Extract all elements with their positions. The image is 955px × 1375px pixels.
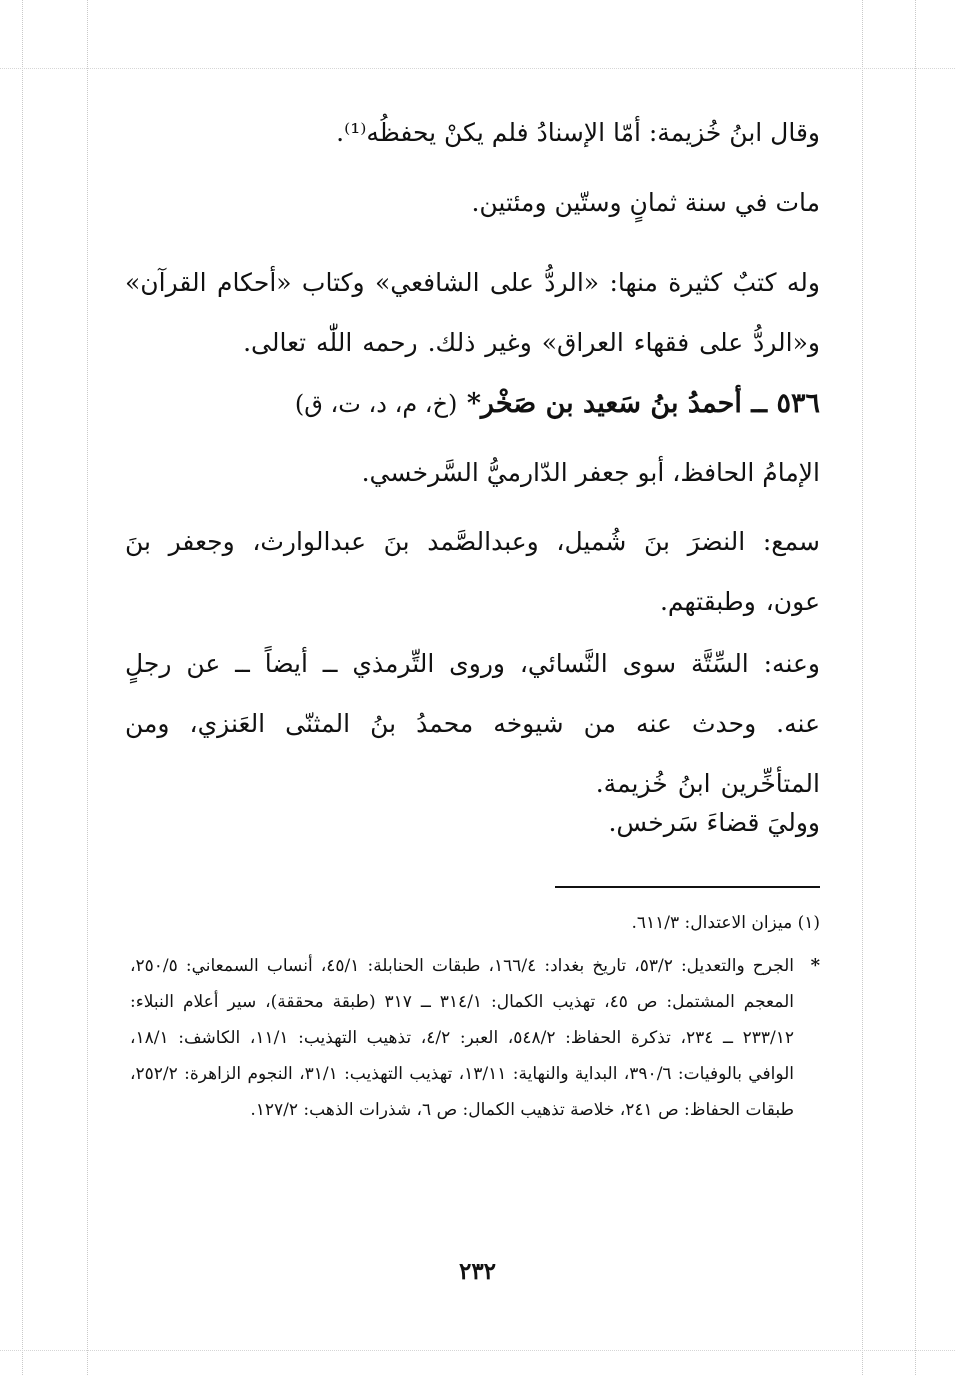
paragraph-judgeship: ووليَ قضاءَ سَرخس.	[608, 808, 820, 837]
scan-artifact-line	[22, 0, 23, 1375]
paragraph-death-year: مات في سنة ثمانٍ وستّين ومئتين.	[471, 188, 820, 217]
scan-artifact-line	[0, 68, 955, 69]
page-number: ٢٣٢	[458, 1258, 497, 1285]
paragraph-teachers: سمع: النضرَ بنَ شُميل، وعبدالصَّمد بنَ عبدالوارث، وجعفر بنَ عون، وطبقتهم.	[125, 527, 820, 616]
scan-artifact-line	[915, 0, 916, 1375]
scan-artifact-line	[862, 0, 863, 1375]
sources-footnote	[130, 948, 820, 1128]
entry-heading	[120, 388, 820, 419]
paragraph-nisba: الإمامُ الحافظ، أبو جعفر الدّارميُّ السَّرخسي.	[361, 458, 820, 487]
scan-artifact-line	[0, 1350, 955, 1351]
scan-artifact-line	[87, 0, 88, 1375]
footnote-1: (١) ميزان الاعتدال: ٦١١/٣.	[631, 913, 820, 933]
paragraph-ibn-khuzayma: وقال ابنُ خُزيمة: أمّا الإسنادُ فلم يكنْ يحفظُه⁽¹⁾.	[336, 118, 820, 147]
paragraph-students: وعنه: السِّتَّة سوى النَّسائي، وروى التِّرمذي ــ أيضاً ــ عن رجلٍ عنه. وحدث عنه من شيوخه محمدُ بنُ المثنّى العَنزي، ومن المتأخِّرين ابنُ خُزيمة.	[125, 649, 820, 798]
asterisk-marker: *	[810, 955, 820, 976]
entry-title: ٥٣٦ ــ أحمدُ بنُ سَعيد بن صَخْر*	[466, 388, 820, 419]
entry-sigla: (خ، م، د، ت، ق)	[294, 390, 458, 418]
sources-list: الجرح والتعديل: ٥٣/٢، تاريخ بغداد: ١٦٦/٤، طبقات الحنابلة: ٤٥/١، أنساب السمعاني: ٢٥٠/٥، المعجم المشتمل: ص ٤٥، تهذيب الكمال: ٣١٤/١ ــ ٣١٧ (طبقة محققة)، سير أعلام النبلاء: ٢٣٣/١٢ ــ ٢٣٤، تذكرة الحفاظ: ٥٤٨/٢، العبر: ٤/٢، تذهيب التهذيب: ١١/١، الكاشف: ١٨/١، الوافي بالوفيات: ٣٩٠/٦، البداية والنهاية: ١٣/١١، تهذيب التهذيب: ٣١/١، النجوم الزاهرة: ٢٥٢/٢، طبقات الحفاظ: ص ٢٤١، خلاصة تذهيب الكمال: ص ٦، شذرات الذهب: ١٢٧/٢.	[130, 956, 795, 1120]
footnote-separator	[555, 886, 820, 888]
paragraph-books: وله كتبٌ كثيرة منها: «الردُّ على الشافعي» وكتاب «أحكام القرآن» و«الردُّ على فقهاء العراق» وغير ذلك. رحمه اللّٰه تعالى.	[125, 268, 820, 357]
